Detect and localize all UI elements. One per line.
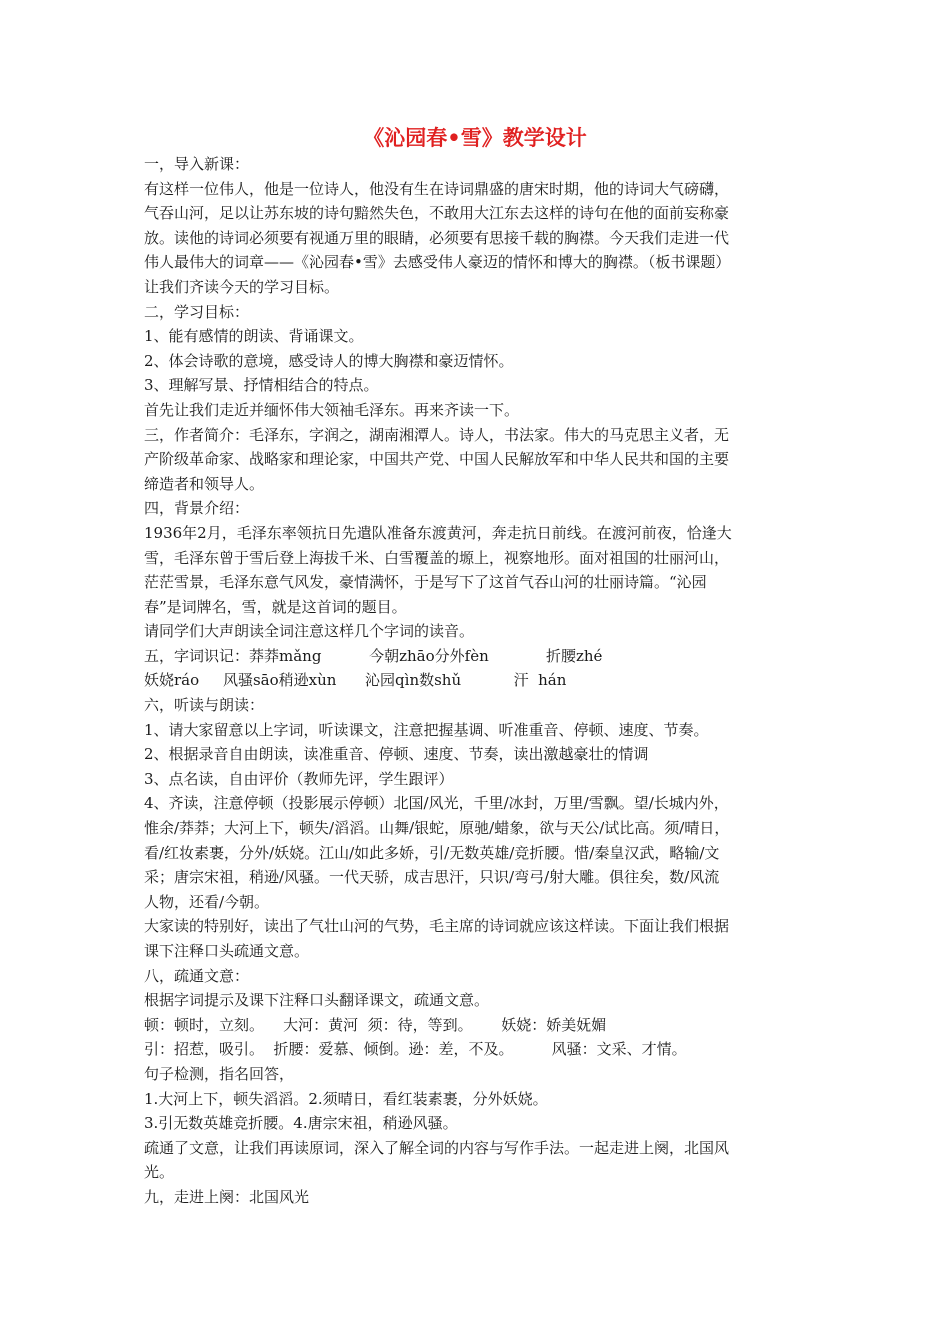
body-line: 根据字词提示及课下注释口头翻译课文，疏通文意。 — [144, 991, 490, 1010]
body-line: 引：招惹，吸引。 折腰：爱慕、倾倒。逊：差，不及。 风骚：文采、才情。 — [144, 1040, 687, 1059]
body-line: 2、根据录音自由朗读，读准重音、停顿、速度、节奏，读出激越豪壮的情调 — [144, 745, 649, 764]
body-line: 九，走进上阕：北国风光 — [144, 1187, 310, 1206]
body-line: 一，导入新课： — [144, 155, 250, 173]
body-line: 茫茫雪景，毛泽东意气风发，豪情满怀，于是写下了这首气吞山河的壮丽诗篇。“沁园 — [144, 573, 707, 592]
body-line: 气吞山河，足以让苏东坡的诗句黯然失色，不敢用大江东去这样的诗句在他的面前妄称豪 — [144, 204, 730, 223]
body-line: 二，学习目标： — [144, 302, 250, 321]
body-line: 妖娆ráo 风骚sāo稍逊xùn 沁园qìn数shǔ 汗 hán — [144, 671, 567, 690]
body-line: 八，疏通文意： — [144, 966, 250, 985]
body-line: 看/红妆素裹，分外/妖娆。江山/如此多娇，引/无数英雄/竞折腰。惜/秦皇汉武，略输/文 — [144, 843, 720, 862]
body-line: 课下注释口头疏通文意。 — [144, 942, 310, 960]
body-line: 六，听读与朗读： — [144, 696, 265, 715]
body-line: 三，作者简介：毛泽东，字润之，湖南湘潭人。诗人，书法家。伟大的马克思主义者，无 — [144, 425, 730, 444]
document-body — [144, 152, 816, 1210]
body-line: 大家读的特别好，读出了气壮山河的气势，毛主席的诗词就应该这样读。下面让我们根据 — [144, 917, 730, 936]
body-line: 雪，毛泽东曾于雪后登上海拔千米、白雪覆盖的塬上，视察地形。面对祖国的壮丽河山， — [144, 548, 730, 567]
body-line: 惟余/莽莽；大河上下，顿失/滔滔。山舞/银蛇，原驰/蜡象，欲与天公/试比高。须/晴日， — [144, 819, 730, 838]
body-line: 人物，还看/今朝。 — [144, 892, 270, 911]
body-line: 春”是词牌名，雪，就是这首词的题目。 — [144, 597, 407, 616]
body-line: 1.大河上下，顿失滔滔。2.须晴日，看红装素裹，分外妖娆。 — [144, 1089, 548, 1108]
body-line: 1、请大家留意以上字词，听读课文，注意把握基调、听准重音、停顿、速度、节奏。 — [144, 720, 709, 739]
body-line: 缔造者和领导人。 — [144, 474, 265, 493]
body-line: 采；唐宗宋祖，稍逊/风骚。一代天骄，成吉思汗，只识/弯弓/射大雕。俱往矣，数/风流 — [144, 868, 720, 887]
body-line: 3、点名读，自由评价（教师先评，学生跟评） — [144, 769, 454, 788]
body-line: 五，字词识记：莽莽mǎng 今朝zhāo分外fèn 折腰zhé — [144, 646, 603, 665]
body-line: 四，背景介绍： — [144, 499, 250, 518]
body-line: 疏通了文意，让我们再读原词，深入了解全词的内容与写作手法。一起走进上阕，北国风 — [144, 1138, 730, 1157]
body-line: 首先让我们走近并缅怀伟大领袖毛泽东。再来齐读一下。 — [144, 400, 520, 419]
body-line: 3.引无数英雄竞折腰。4.唐宗宋祖，稍逊风骚。 — [144, 1114, 458, 1133]
body-line: 放。读他的诗词必须要有视通万里的眼睛，必须要有思接千载的胸襟。今天我们走进一代 — [144, 228, 730, 247]
body-line: 2、体会诗歌的意境，感受诗人的博大胸襟和豪迈情怀。 — [144, 351, 514, 370]
body-line: 1936年2月，毛泽东率领抗日先遣队准备东渡黄河，奔走抗日前线。在渡河前夜，恰逢大 — [144, 523, 732, 542]
body-line: 1、能有感情的朗读、背诵课文。 — [144, 327, 364, 346]
body-line: 顿：顿时，立刻。 大河：黄河 须：待，等到。 妖娆：娇美妩媚 — [144, 1015, 607, 1034]
body-line: 3、理解写景、抒情相结合的特点。 — [144, 376, 379, 395]
body-line: 有这样一位伟人，他是一位诗人，他没有生在诗词鼎盛的唐宋时期，他的诗词大气磅礴， — [144, 179, 730, 198]
document-title: 《沁园春•雪》教学设计 — [363, 125, 587, 150]
body-line: 请同学们大声朗读全词注意这样几个字词的读音。 — [144, 622, 475, 641]
body-line: 光。 — [144, 1163, 175, 1182]
body-line: 让我们齐读今天的学习目标。 — [144, 277, 340, 296]
body-line: 伟人最伟大的词章——《沁园春•雪》去感受伟人豪迈的情怀和博大的胸襟。（板书课题） — [144, 253, 731, 272]
body-line: 句子检测，指名回答， — [144, 1064, 295, 1083]
body-line: 4、齐读，注意停顿（投影展示停顿）北国/风光，千里/冰封，万里/雪飘。望/长城内外， — [144, 794, 729, 813]
body-line: 产阶级革命家、战略家和理论家，中国共产党、中国人民解放军和中华人民共和国的主要 — [144, 450, 730, 469]
